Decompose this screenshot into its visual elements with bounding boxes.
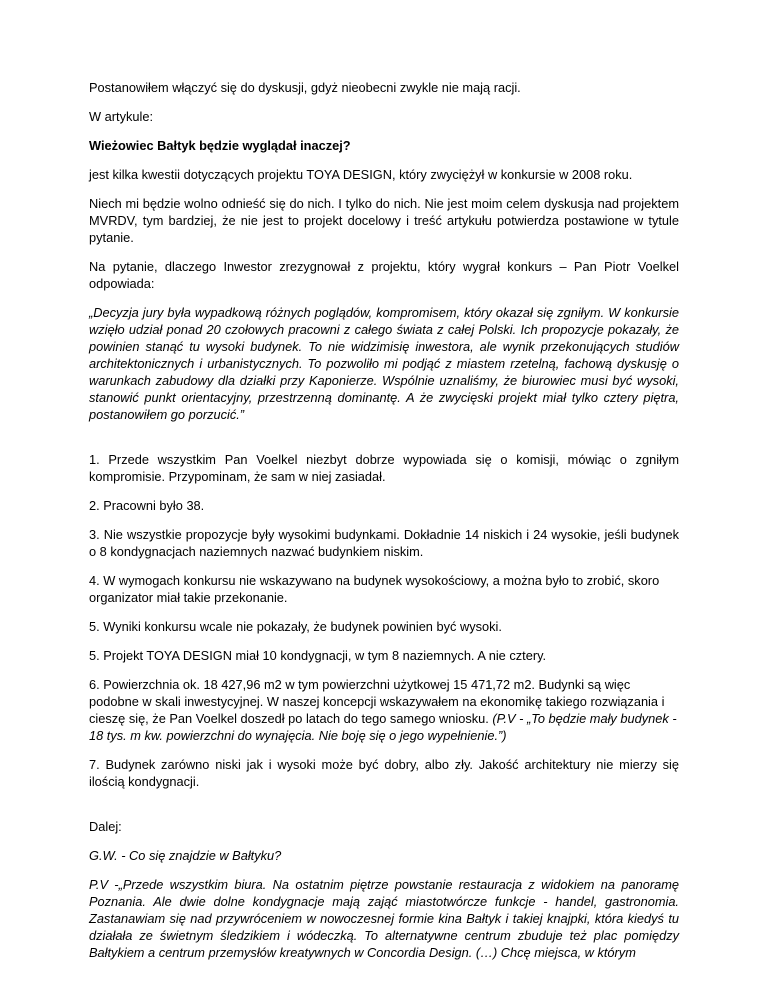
list-item-1: 1. Przede wszystkim Pan Voelkel niezbyt dobrze wypowiada się o komisji, mówiąc o zgniłym kompromisie. Przypominam, że sam w niej zasiadał. xyxy=(89,452,679,484)
article-context-paragraph: jest kilka kwestii dotyczących projektu TOYA DESIGN, który zwyciężył w konkursie w 2008 roku. xyxy=(89,167,633,182)
document-body xyxy=(89,79,679,973)
list-item-6 xyxy=(89,676,679,744)
list-item-6-quote: (P.V - „To będzie mały budynek - 18 tys. m kw. powierzchni do wynajęcia. Nie boję się o jego wypełnienie.”) xyxy=(89,711,677,743)
dalej-label: Dalej: xyxy=(89,819,122,834)
list-item-4: 4. W wymogach konkursu nie wskazywano na budynek wysokościowy, a można było to zrobić, skoro organizator miał takie przekonanie. xyxy=(89,573,660,605)
scope-paragraph: Niech mi będzie wolno odnieść się do nich. I tylko do nich. Nie jest moim celem dyskusja nad projektem MVRDV, tym bardziej, że nie jest to projekt docelowy i treść artykułu potwierdza postawione w tytule pytanie. xyxy=(89,196,679,245)
list-item-5b: 5. Projekt TOYA DESIGN miał 10 kondygnacji, w tym 8 naziemnych. A nie cztery. xyxy=(89,648,547,663)
interview-answer: P.V -„Przede wszystkim biura. Na ostatnim piętrze powstanie restauracja z widokiem na panoramę Poznania. Ale dwie dolne kondygnacje mają zająć miastotwórcze funkcje - handel, gastronomia. Zastanawiam się nad przywróceniem w nowoczesnej formie kina Bałtyk i takiej knajpki, która kiedyś tu działała ze świetnym śledzikiem i wódeczką. To alternatywne centrum zbuduje też plac pomiędzy Bałtykiem a centrum przemysłów kreatywnych w Concordia Design. (…) Chcę miejsca, w którym xyxy=(89,877,679,960)
investor-quote: „Decyzja jury była wypadkową różnych poglądów, kompromisem, który okazał się zgniłym. W konkursie wzięło udział ponad 20 czołowych pracowni z całego świata z całej Polski. Ich propozycje pokazały, że powinien stanąć tu wysoki budynek. To nie widzimisię inwestora, ale wynik przekonujących studiów architektonicznych i urbanistycznych. To pozwoliło mi podjąć z miastem rzetelną, fachową dyskusję o warunkach zabudowy dla działki przy Kaponierze. Wspólnie uznaliśmy, że biurowiec musi być wysoki, stanowić punkt orientacyjny, przestrzenną dominantę. A że zwycięski projekt miał tylko cztery piętra, postanowiłem go porzucić.” xyxy=(89,305,679,422)
list-item-2: 2. Pracowni było 38. xyxy=(89,498,205,513)
list-item-7: 7. Budynek zarówno niski jak i wysoki może być dobry, albo zły. Jakość architektury nie mierzy się ilością kondygnacji. xyxy=(89,757,679,789)
article-intro-label: W artykule: xyxy=(89,109,153,124)
interview-question: G.W. - Co się znajdzie w Bałtyku? xyxy=(89,848,282,863)
list-item-6-text: 6. Powierzchnia ok. 18 427,96 m2 w tym powierzchni użytkowej 15 471,72 m2. Budynki są więc podobne w skali inwestycyjnej. W naszej koncepcji wskazywałem na ekonomikę takiego rozwiązania i cieszę się, że Pan Voelkel doszedł po latach do tego samego wniosku. xyxy=(89,677,665,726)
intro-paragraph: Postanowiłem włączyć się do dyskusji, gdyż nieobecni zwykle nie mają racji. xyxy=(89,80,521,95)
list-item-5a: 5. Wyniki konkursu wcale nie pokazały, że budynek powinien być wysoki. xyxy=(89,619,502,634)
list-item-3: 3. Nie wszystkie propozycje były wysokimi budynkami. Dokładnie 14 niskich i 24 wysokie, jeśli budynek o 8 kondygnacjach naziemnych nazwać budynkiem niskim. xyxy=(89,527,679,559)
article-title: Wieżowiec Bałtyk będzie wyglądał inaczej? xyxy=(89,138,351,153)
question-paragraph: Na pytanie, dlaczego Inwestor zrezygnował z projektu, który wygrał konkurs – Pan Piotr Voelkel odpowiada: xyxy=(89,259,679,291)
